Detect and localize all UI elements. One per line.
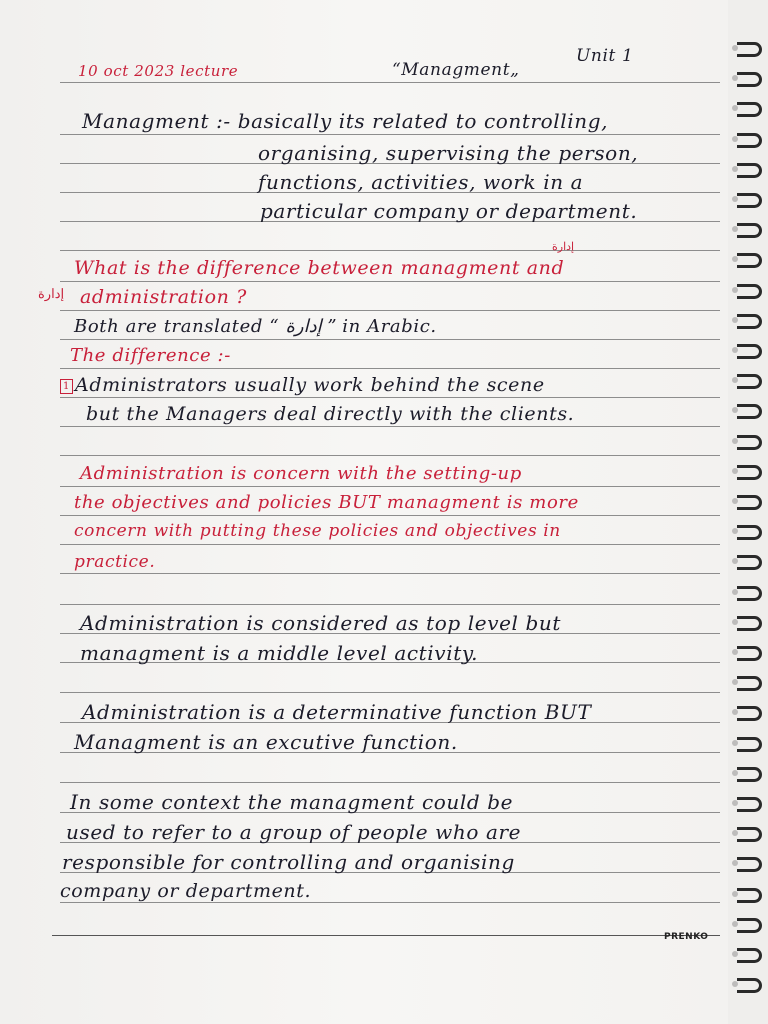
- ruled-line: [60, 310, 720, 311]
- spiral-coil: [737, 767, 762, 782]
- binding-hole: [732, 770, 738, 776]
- point-line: practice.: [74, 552, 156, 572]
- spiral-coil: [737, 888, 762, 903]
- bottom-rule: [52, 935, 720, 936]
- point-line: the objectives and policies BUT managment is more: [74, 492, 579, 513]
- ruled-line: [60, 281, 720, 282]
- binding-hole: [732, 921, 738, 927]
- spiral-coil: [737, 163, 762, 178]
- binding-hole: [732, 589, 738, 595]
- unit-label: Unit 1: [576, 46, 634, 66]
- ruled-line: [60, 515, 720, 516]
- ruled-line: [60, 692, 720, 693]
- notebook-brand: PRENKO: [664, 932, 709, 942]
- ruled-line: [60, 397, 720, 398]
- point-line: Managment is an excutive function.: [74, 730, 458, 754]
- binding-hole: [732, 45, 738, 51]
- ruled-line: [60, 82, 720, 83]
- binding-hole: [732, 951, 738, 957]
- arabic-note: إدارة: [552, 240, 575, 253]
- spiral-coil: [737, 797, 762, 812]
- binding-hole: [732, 891, 738, 897]
- spiral-coil: [737, 435, 762, 450]
- number-box: 1: [60, 379, 73, 394]
- point-line: Administration is a determinative function BUT: [82, 700, 592, 724]
- spiral-coil: [737, 253, 762, 268]
- spiral-coil: [737, 193, 762, 208]
- point-line: concern with putting these policies and objectives in: [74, 521, 561, 541]
- question-line: administration ?: [80, 286, 247, 308]
- definition-line: particular company or department.: [260, 199, 638, 223]
- point-line: In some context the managment could be: [70, 790, 514, 814]
- spiral-coil: [737, 72, 762, 87]
- spiral-coil: [737, 978, 762, 993]
- spiral-binding: [728, 30, 768, 1000]
- point-line: responsible for controlling and organising: [62, 850, 515, 874]
- ruled-line: [60, 544, 720, 545]
- ruled-line: [60, 573, 720, 574]
- binding-hole: [732, 287, 738, 293]
- spiral-coil: [737, 404, 762, 419]
- spiral-coil: [737, 616, 762, 631]
- point-line: Administration is concern with the setting-up: [80, 463, 522, 484]
- spiral-coil: [737, 737, 762, 752]
- arabic-note: إدارة: [38, 287, 65, 302]
- point-line: 1 Administrators usually work behind the scene: [60, 374, 545, 396]
- binding-hole: [732, 347, 738, 353]
- point-line: but the Managers deal directly with the clients.: [86, 403, 575, 425]
- ruled-line: [60, 250, 720, 251]
- spiral-coil: [737, 525, 762, 540]
- binding-hole: [732, 438, 738, 444]
- definition-line: organising, supervising the person,: [258, 141, 639, 165]
- binding-hole: [732, 196, 738, 202]
- binding-hole: [732, 468, 738, 474]
- spiral-coil: [737, 374, 762, 389]
- translation-line: Both are translated “ إدارة ” in Arabic.: [74, 316, 437, 337]
- point-line: managment is a middle level activity.: [80, 641, 479, 665]
- definition-line: Managment :- basically its related to controlling,: [82, 109, 609, 133]
- binding-hole: [732, 166, 738, 172]
- spiral-coil: [737, 555, 762, 570]
- binding-hole: [732, 317, 738, 323]
- ruled-line: [60, 782, 720, 783]
- point-line: Administration is considered as top level but: [80, 611, 562, 635]
- ruled-line: [60, 486, 720, 487]
- spiral-coil: [737, 495, 762, 510]
- ruled-line: [60, 604, 720, 605]
- binding-hole: [732, 800, 738, 806]
- binding-hole: [732, 136, 738, 142]
- lecture-date: 10 oct 2023 lecture: [78, 62, 239, 80]
- ruled-line: [60, 134, 720, 135]
- ruled-line: [60, 455, 720, 456]
- spiral-coil: [737, 827, 762, 842]
- spiral-coil: [737, 918, 762, 933]
- spiral-coil: [737, 344, 762, 359]
- spiral-coil: [737, 42, 762, 57]
- spiral-coil: [737, 646, 762, 661]
- point-line: used to refer to a group of people who are: [66, 820, 522, 844]
- binding-hole: [732, 619, 738, 625]
- ruled-line: [60, 426, 720, 427]
- definition-line: functions, activities, work in a: [258, 170, 584, 194]
- question-line: What is the difference between managment and: [74, 257, 565, 279]
- binding-hole: [732, 498, 738, 504]
- ruled-line: [60, 339, 720, 340]
- spiral-coil: [737, 948, 762, 963]
- binding-hole: [732, 649, 738, 655]
- spiral-coil: [737, 133, 762, 148]
- binding-hole: [732, 740, 738, 746]
- spiral-coil: [737, 857, 762, 872]
- spiral-coil: [737, 102, 762, 117]
- spiral-coil: [737, 586, 762, 601]
- spiral-coil: [737, 223, 762, 238]
- ruled-line: [60, 902, 720, 903]
- spiral-coil: [737, 314, 762, 329]
- point-line: company or department.: [60, 880, 312, 902]
- spiral-coil: [737, 465, 762, 480]
- spiral-coil: [737, 676, 762, 691]
- ruled-line: [60, 368, 720, 369]
- spiral-coil: [737, 284, 762, 299]
- page-title: “Managment„: [392, 60, 520, 80]
- spiral-coil: [737, 706, 762, 721]
- difference-heading: The difference :-: [70, 345, 231, 366]
